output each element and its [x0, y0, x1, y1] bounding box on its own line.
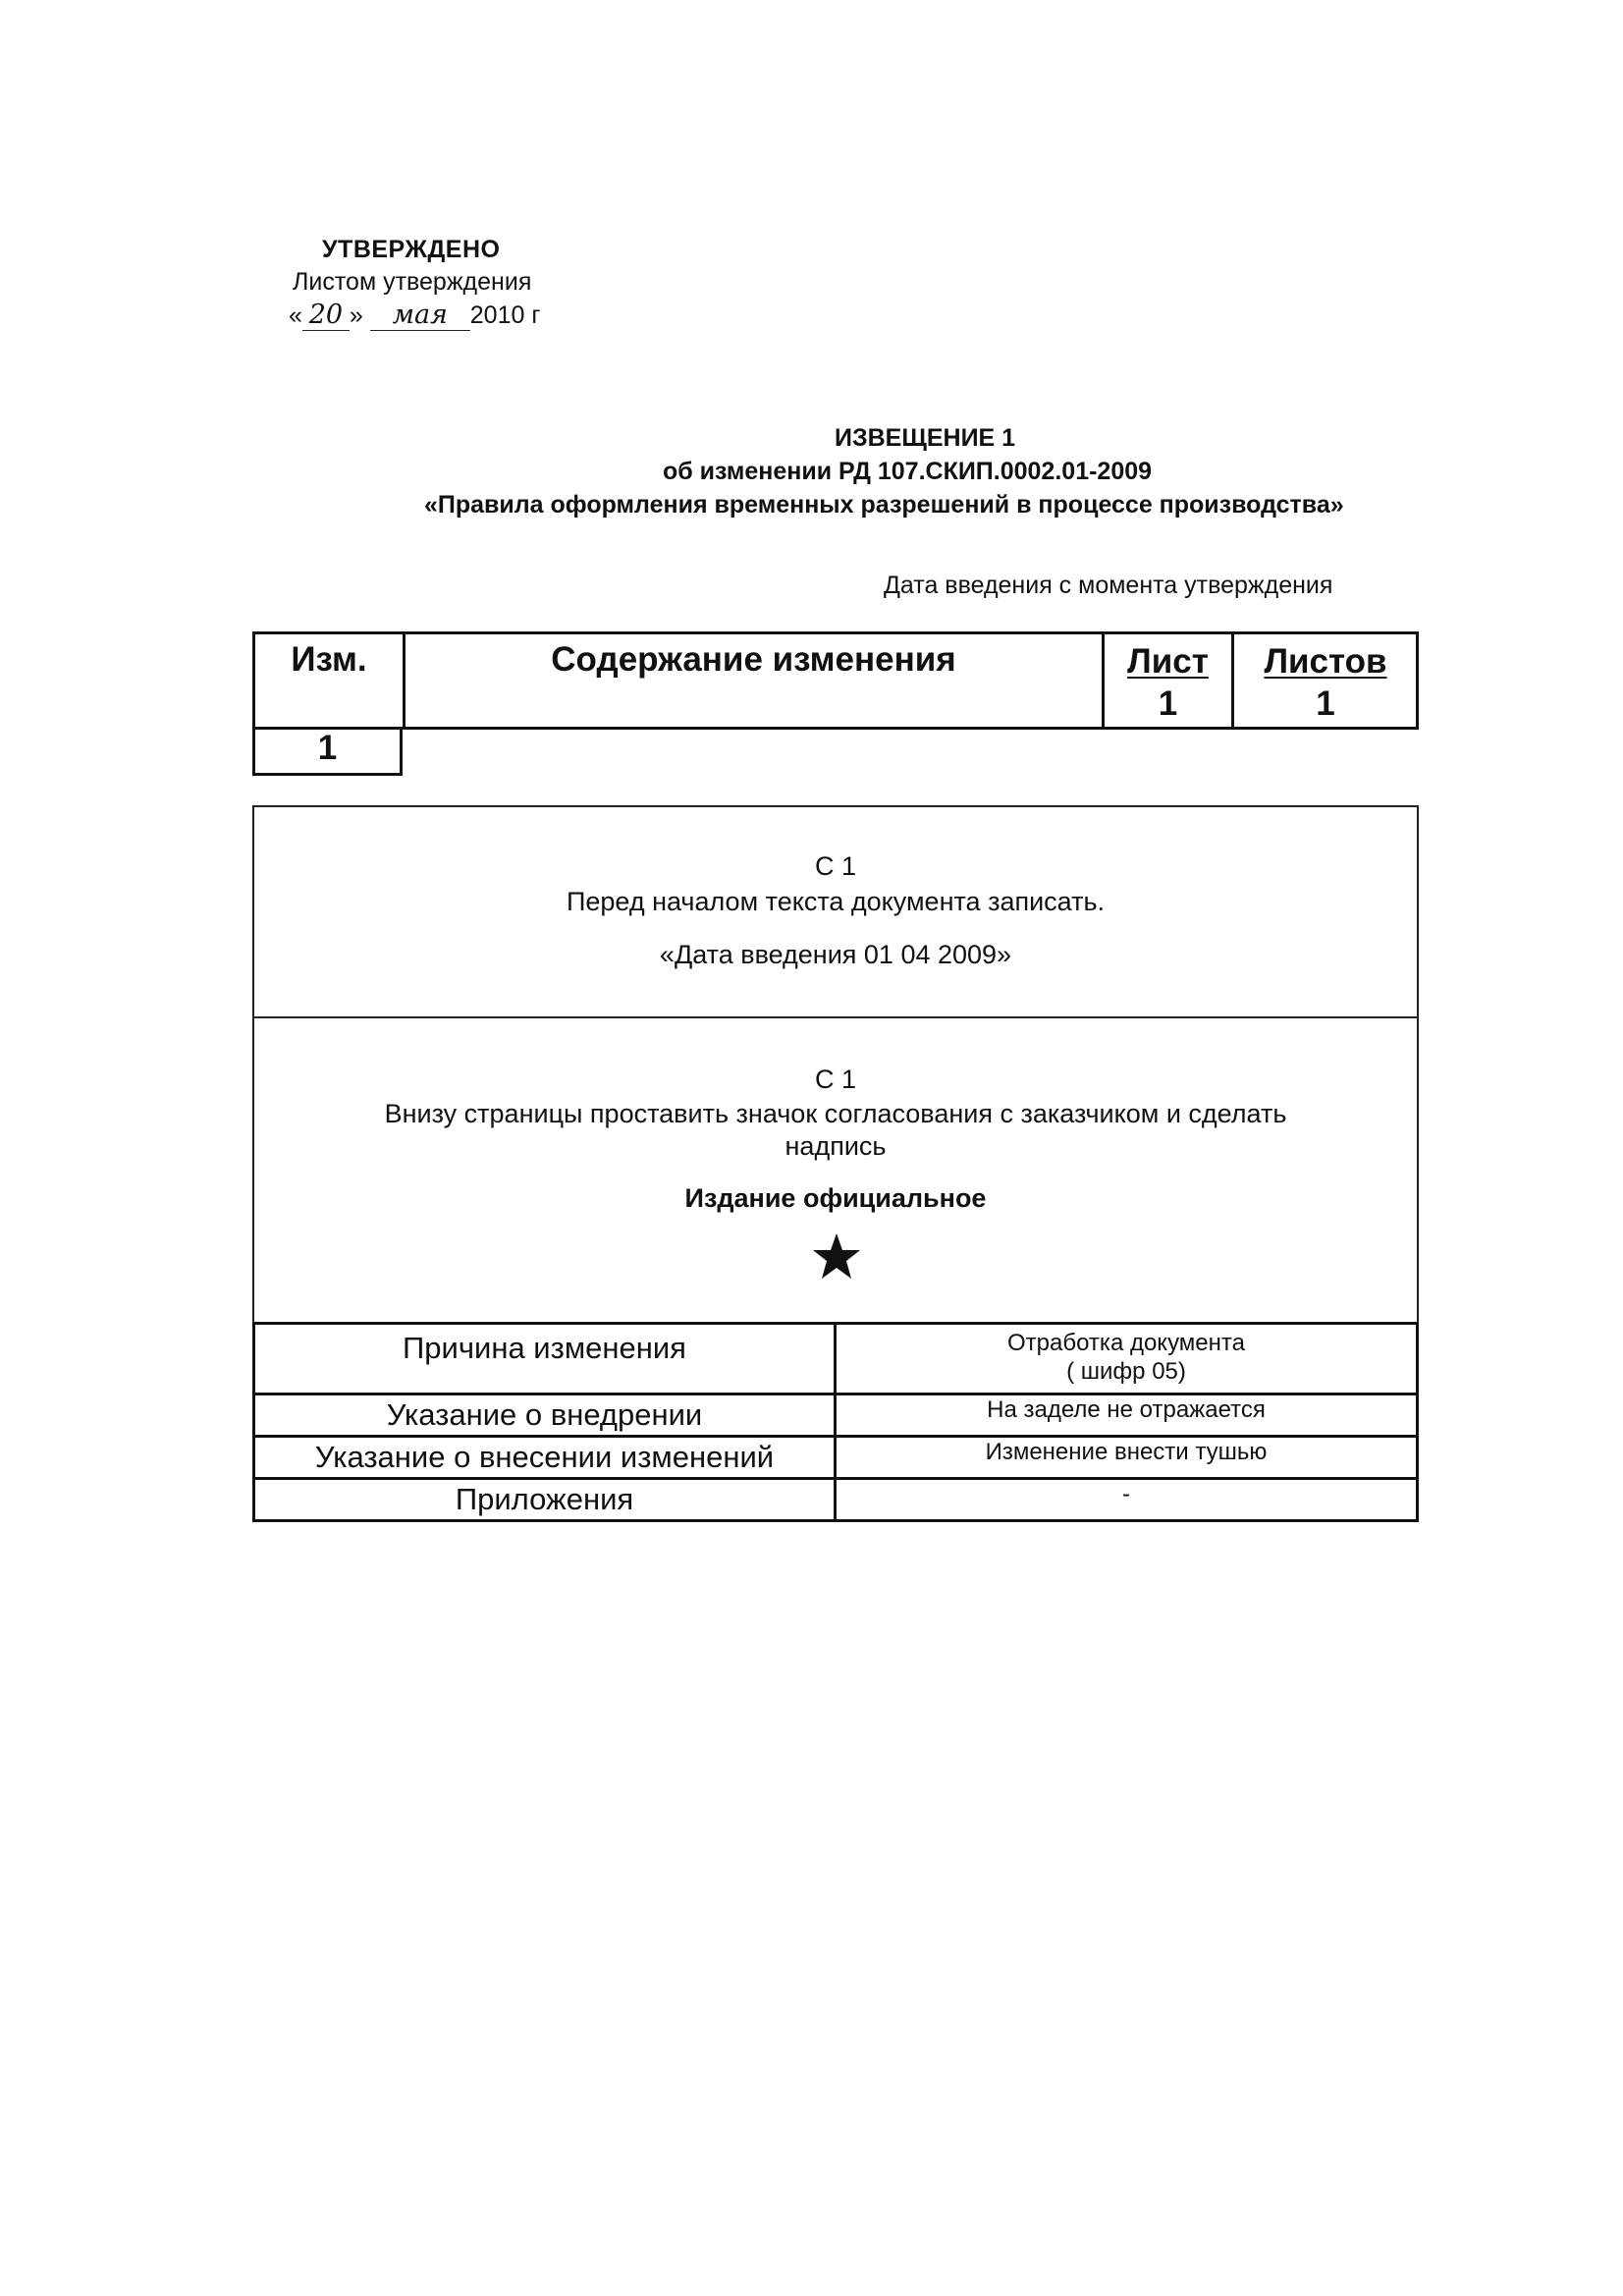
col-change-header: Изм. [291, 640, 367, 679]
table-row [254, 1437, 1418, 1479]
implementation-label: Указание о внедрении [254, 1394, 836, 1437]
approval-year: 2010 г [469, 301, 541, 329]
reason-value-code: ( шифр 05) [1066, 1358, 1186, 1385]
table-row [254, 1394, 1418, 1437]
col-content-header: Содержание изменения [551, 640, 956, 679]
approval-title: УТВЕРЖДЕНО [322, 236, 501, 263]
entry-instruction-value: Изменение внести тушью [836, 1437, 1418, 1479]
notice-title: ИЗВЕЩЕНИЕ 1 [835, 424, 1016, 452]
approval-date [289, 301, 540, 331]
approval-line: Листом утверждения [293, 268, 532, 296]
sheets-value: 1 [1316, 684, 1335, 723]
quote-close: » [349, 301, 363, 329]
effective-date: Дата введения с момента утверждения [884, 572, 1333, 599]
reason-value-line: Отработка документа [1007, 1330, 1245, 1356]
quote-open: « [289, 301, 302, 329]
approval-day-handwritten: 20 [302, 301, 350, 331]
sheet-value: 1 [1158, 684, 1178, 723]
block2-ref: С 1 [814, 1065, 857, 1094]
attachments-label: Приложения [254, 1479, 836, 1521]
change-number-cell: 1 [252, 727, 403, 776]
implementation-value: На заделе не отражается [836, 1394, 1418, 1437]
content-divider [254, 1016, 1417, 1018]
header-table [252, 631, 1419, 730]
block1-instruction: Перед началом текста документа записать. [566, 887, 1106, 916]
block1-quote: «Дата введения 01 04 2009» [659, 940, 1012, 969]
block2-instruction-cont: надпись [784, 1131, 887, 1161]
star-icon [812, 1232, 861, 1280]
block1-ref: С 1 [814, 851, 857, 881]
attachments-value: - [836, 1479, 1418, 1521]
notice-subtitle-document: об изменении РД 107.СКИП.0002.01-2009 [663, 458, 1153, 485]
col-sheets-header: Листов [1264, 642, 1387, 681]
official-edition: Издание официальное [684, 1183, 987, 1213]
entry-instruction-label: Указание о внесении изменений [254, 1437, 836, 1479]
reason-value [836, 1324, 1418, 1394]
table-row [254, 1324, 1418, 1394]
notice-subtitle-name: «Правила оформления временных разрешений в процессе производства» [424, 491, 1344, 519]
approval-month-handwritten: мая [370, 301, 470, 331]
table-row [254, 1479, 1418, 1521]
change-content-box [252, 805, 1419, 1324]
change-details-table [252, 1322, 1419, 1522]
col-sheet-header: Лист [1127, 642, 1209, 681]
block2-instruction: Внизу страницы проставить значок согласования с заказчиком и сделать [384, 1099, 1287, 1128]
reason-label: Причина изменения [254, 1324, 836, 1394]
